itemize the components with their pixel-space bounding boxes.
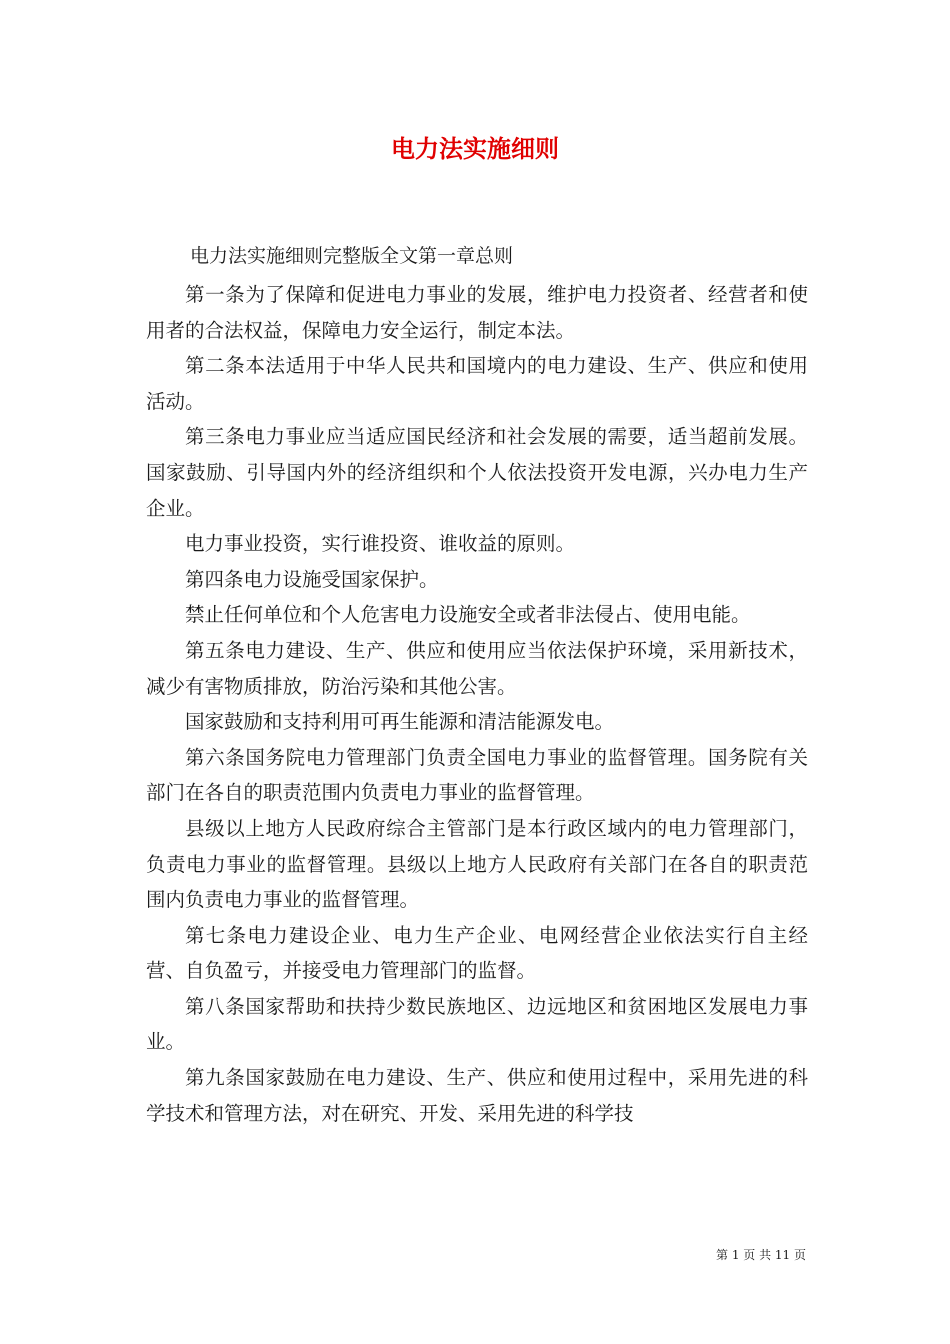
- paragraph-article-5-renewable: 国家鼓励和支持利用可再生能源和清洁能源发电。: [185, 710, 615, 734]
- paragraph-article-6-local: 县级以上地方人民政府综合主管部门是本行政区域内的电力管理部门，负责电力事业的监督管理。县级以上地方人民政府有关部门在各自的职责范围内负责电力事业的监督管理。: [146, 816, 808, 912]
- document-subtitle: 电力法实施细则完整版全文第一章总则: [190, 245, 514, 267]
- page-number-footer: 第 1 页 共 11 页: [716, 1248, 806, 1262]
- paragraph-article-7: 第七条电力建设企业、电力生产企业、电网经营企业依法实行自主经营、自负盈亏，并接受电力管理部门的监督。: [146, 923, 808, 983]
- paragraph-article-1: 第一条为了保障和促进电力事业的发展，维护电力投资者、经营者和使用者的合法权益，保障电力安全运行，制定本法。: [146, 283, 808, 342]
- paragraph-article-3-investment: 电力事业投资，实行谁投资、谁收益的原则。: [185, 532, 576, 556]
- paragraph-article-8: 第八条国家帮助和扶持少数民族地区、边远地区和贫困地区发展电力事业。: [146, 994, 808, 1054]
- paragraph-article-3: 第三条电力事业应当适应国民经济和社会发展的需要，适当超前发展。国家鼓励、引导国内外的经济组织和个人依法投资开发电源，兴办电力生产企业。: [146, 425, 808, 520]
- paragraph-article-9: 第九条国家鼓励在电力建设、生产、供应和使用过程中，采用先进的科学技术和管理方法，对在研究、开发、采用先进的科学技: [146, 1066, 808, 1125]
- document-body: [146, 277, 808, 1131]
- paragraph-article-5: 第五条电力建设、生产、供应和使用应当依法保护环境，采用新技术，减少有害物质排放，防治污染和其他公害。: [146, 638, 808, 698]
- paragraph-article-2: 第二条本法适用于中华人民共和国境内的电力建设、生产、供应和使用活动。: [146, 354, 808, 413]
- paragraph-article-4: 第四条电力设施受国家保护。: [185, 567, 439, 591]
- paragraph-article-4-prohibition: 禁止任何单位和个人危害电力设施安全或者非法侵占、使用电能。: [185, 603, 751, 627]
- document-title: 电力法实施细则: [391, 134, 559, 163]
- paragraph-article-6: 第六条国务院电力管理部门负责全国电力事业的监督管理。国务院有关部门在各自的职责范围内负责电力事业的监督管理。: [146, 745, 808, 805]
